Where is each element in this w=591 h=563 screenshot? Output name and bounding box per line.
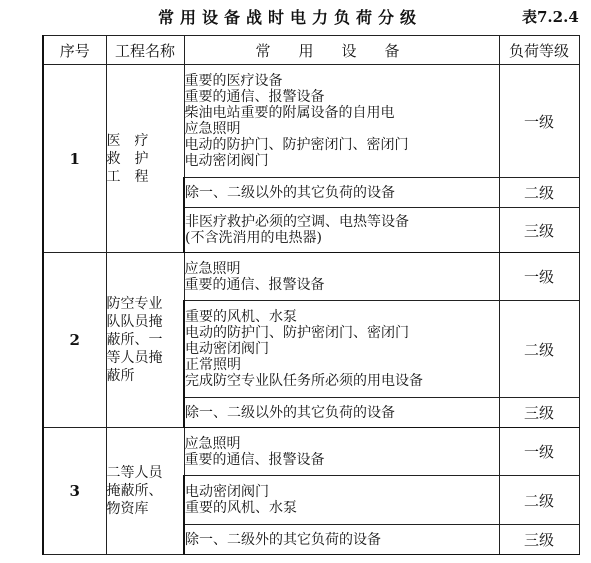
project-name <box>106 65 184 253</box>
equipment-line: 电动的防护门、防护密闭门、密闭门 <box>185 325 409 341</box>
project-name <box>106 428 184 555</box>
table-header-row <box>43 36 579 65</box>
equipment-line: 重要的医疗设备 <box>184 73 283 89</box>
equipment-line: 电动密闭阀门 <box>185 484 269 500</box>
load-grade: 一级 <box>499 65 579 178</box>
equipment-line: 除一、二级外的其它负荷的设备 <box>185 531 381 548</box>
equipment-line: 应急照明 <box>184 121 241 137</box>
equipment-line: 应急照明 <box>184 260 241 277</box>
header-grade: 负荷等级 <box>499 36 579 65</box>
equipment-line: 重要的风机、水泵 <box>185 500 297 516</box>
project-name <box>106 253 184 428</box>
load-grade: 三级 <box>499 398 579 428</box>
load-grade: 三级 <box>499 525 579 555</box>
equipment-line: 非医疗救护必须的空调、电热等设备 <box>185 214 409 230</box>
equipment-line: (不含洗消用的电热器) <box>185 230 322 246</box>
equipment-line: 柴油电站重要的附属设备的自用电 <box>184 105 395 121</box>
equipment-cell <box>184 178 499 208</box>
equipment-cell <box>184 65 499 178</box>
equipment-cell <box>184 398 499 428</box>
equipment-cell <box>184 428 499 476</box>
load-grade: 三级 <box>499 208 579 253</box>
table-row <box>43 253 579 301</box>
load-grade-table <box>42 35 580 555</box>
equipment-line: 完成防空专业队任务所必须的用电设备 <box>185 373 423 389</box>
equipment-cell <box>184 253 499 301</box>
project-name-line: 队队员掩 <box>106 314 163 330</box>
equipment-line: 除一、二级以外的其它负荷的设备 <box>185 404 395 421</box>
equipment-line: 电动密闭阀门 <box>184 153 269 169</box>
header-equipment: 常用设备 <box>184 36 499 65</box>
equipment-cell <box>184 301 499 398</box>
project-name-line: 防空专业 <box>106 296 163 312</box>
equipment-line: 电动的防护门、防护密闭门、密闭门 <box>184 137 409 153</box>
table-row <box>43 65 579 178</box>
header-name: 工程名称 <box>106 36 184 65</box>
load-grade: 一级 <box>499 253 579 301</box>
row-number: 1 <box>43 65 106 253</box>
table-number: 表7.2.4 <box>522 8 579 26</box>
equipment-line: 重要的通信、报警设备 <box>184 276 325 293</box>
load-grade: 二级 <box>499 476 579 525</box>
project-name-line: 救护 <box>106 150 163 167</box>
row-number: 3 <box>43 428 106 555</box>
project-name-line: 物资库 <box>106 501 149 517</box>
project-name-line: 蔽所、一 <box>106 332 163 348</box>
table-title: 常用设备战时电力负荷分级 <box>158 8 423 27</box>
equipment-line: 电动密闭阀门 <box>185 341 269 357</box>
project-name-line: 二等人员 <box>106 465 163 481</box>
equipment-line: 重要的通信、报警设备 <box>184 451 325 468</box>
table-title-bar <box>0 5 591 29</box>
project-name-line: 蔽所 <box>106 368 135 384</box>
equipment-cell <box>184 525 499 555</box>
equipment-line: 重要的通信、报警设备 <box>184 89 325 105</box>
project-name-line: 等人员掩 <box>106 350 163 366</box>
equipment-line: 应急照明 <box>184 435 241 452</box>
equipment-line: 除一、二级以外的其它负荷的设备 <box>185 184 395 201</box>
project-name-line: 掩蔽所、 <box>106 483 163 499</box>
table-row <box>43 428 579 476</box>
load-grade: 二级 <box>499 301 579 398</box>
project-name-line: 工程 <box>106 168 163 185</box>
load-grade: 二级 <box>499 178 579 208</box>
equipment-cell <box>184 208 499 253</box>
equipment-line: 重要的风机、水泵 <box>185 309 297 325</box>
header-no: 序号 <box>43 36 106 65</box>
equipment-line: 正常照明 <box>185 357 241 373</box>
row-number: 2 <box>43 253 106 428</box>
equipment-cell <box>184 476 499 525</box>
load-grade: 一级 <box>499 428 579 476</box>
project-name-line: 医疗 <box>106 132 163 149</box>
